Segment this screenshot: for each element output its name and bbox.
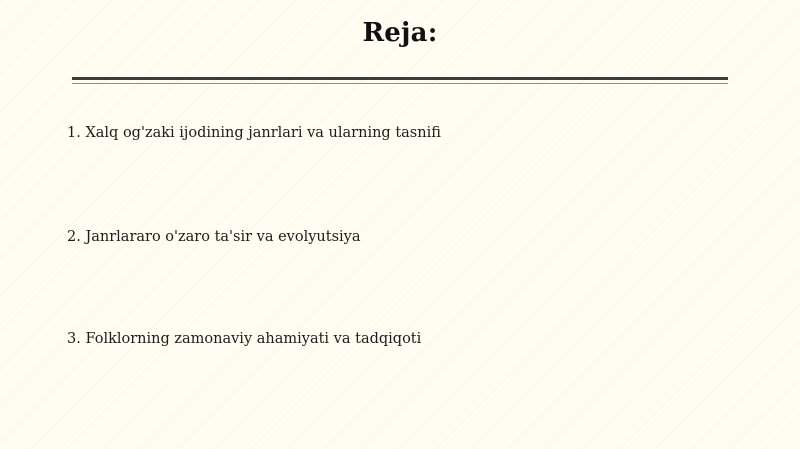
plan-item-1: 1. Xalq og'zaki ijodining janrlari va ularning tasnifi <box>67 125 441 141</box>
plan-item-3: 3. Folklorning zamonaviy ahamiyati va tadqiqoti <box>67 331 422 347</box>
slide-title: Reja: <box>362 18 438 48</box>
plan-item-2: 2. Janrlararo o'zaro ta'sir va evolyutsiya <box>67 229 361 245</box>
title-divider-thick <box>72 77 728 80</box>
title-divider-thin <box>72 83 728 84</box>
